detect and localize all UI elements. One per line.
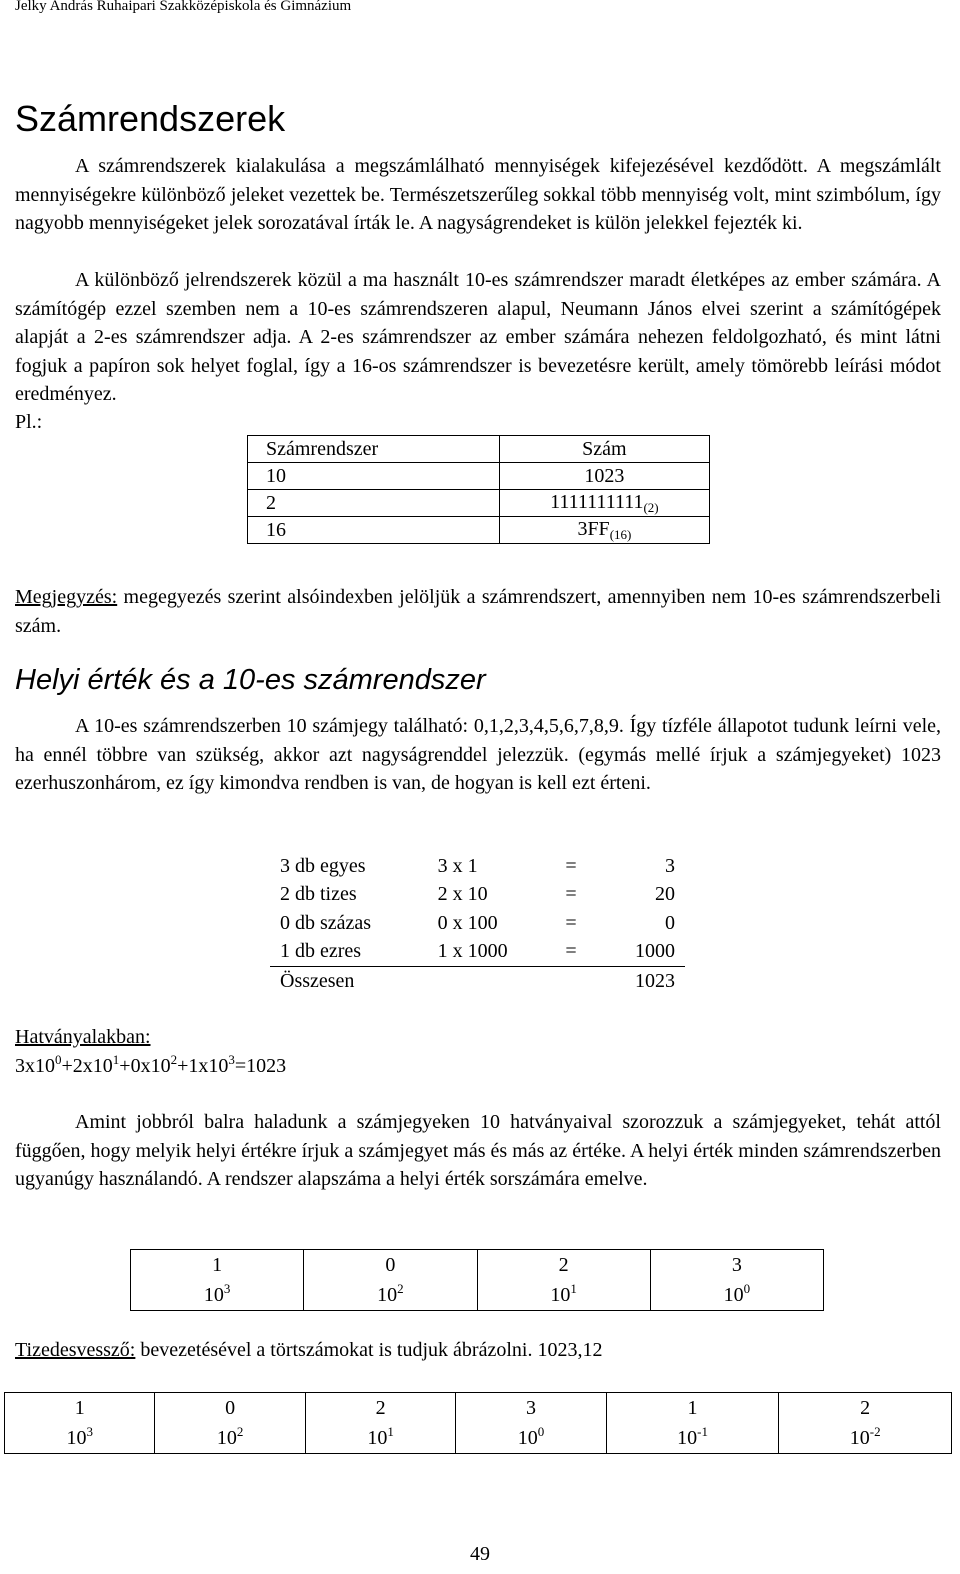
place-value-text: Amint jobbról balra haladunk a számjegyeken 10 hatványaival szorozzuk a számjegyeket, tehát attól függően, hogy melyik helyi értékre írjuk a számjegyet más és más az értéke. A helyi érték minden számrendszerben ugyanúgy használandó. A rendszer alapszáma a helyi érték sorszámára emelve. [15, 1111, 941, 1190]
power-form [15, 1023, 286, 1080]
example-label: Pl.: [15, 411, 43, 433]
total-label: Összesen [280, 969, 355, 992]
calc-row: 2 db tizes 2 x 10 = 20 [280, 883, 675, 906]
intro-paragraph-2 [15, 266, 941, 409]
running-header: Jelky András Ruhaipari Szakközépiskola és Gimnázium [15, 0, 352, 14]
total-value: 1023 [635, 969, 675, 992]
decimal-text: bevezetésével a törtszámokat is tudjuk ábrázolni. 1023,12 [135, 1339, 603, 1361]
cell-number: 1023 [499, 463, 709, 490]
calc-row: 1 db ezres 1 x 1000 = 1000 [270, 938, 685, 967]
page-title: Számrendszerek [15, 98, 286, 139]
intro-text-1: A számrendszerek kialakulása a megszámlálható mennyiségek kifejezésével kezdődött. A megszámlált mennyiségekre különböző jeleket vezettek be. Természetszerűleg sokkal több mennyiség volt, mint szimbólum, így nagyobb mennyiségeket jelek sorozatával írták le. A nagyságrendeket is külön jelekkel fejezték ki. [15, 155, 941, 234]
intro-paragraph-1 [15, 152, 941, 238]
note-text: megegyezés szerint alsóindexben jelöljük a számrendszert, amennyiben nem 10-es számrendszerbeli szám. [15, 586, 941, 637]
table-row [248, 463, 710, 490]
table-header-row [248, 436, 710, 463]
note-label: Megjegyzés: [15, 586, 118, 608]
digit-row: 1 0 2 3 1 2 [5, 1393, 952, 1424]
calculation-table [270, 852, 685, 996]
calc-total-row [270, 967, 685, 996]
base-table [247, 435, 710, 544]
header-base: Számrendszer [248, 436, 500, 463]
table-row [248, 517, 710, 544]
power-row: $10^3$ $10^2$ $10^1$ $10^0$ $10^{-1}$ $10^{-2}$ [5, 1423, 952, 1454]
calc-row: 3 db egyes 3 x 1 = 3 [280, 854, 675, 877]
cell-base: 2 [248, 490, 500, 517]
section-title: Helyi érték és a 10-es számrendszer [15, 664, 486, 696]
section2-text: A 10-es számrendszerben 10 számjegy található: 0,1,2,3,4,5,6,7,8,9. Így tízféle állapotot tudunk leírni vele, ha ennél többre van szükség, akkor azt nagyságrenddel jelezzük. (egymás mellé írjuk a számjegyeket) 1023 ezerhuszonhárom, ez így kimondva rendben is van, de hogyan is kell ezt érteni. [15, 715, 941, 794]
decimal-paragraph [15, 1336, 602, 1365]
note-paragraph [15, 583, 941, 640]
decimal-table [4, 1392, 952, 1454]
cell-base: 10 [248, 463, 500, 490]
section2-paragraph [15, 712, 941, 798]
cell-number: $3FF_{(16)}$ [499, 517, 709, 544]
calc-row: 0 db százas 0 x 100 = 0 [280, 911, 675, 934]
digit-row: 1 0 2 3 [131, 1250, 824, 1281]
place-value-table [130, 1249, 824, 1311]
cell-number: $1111111111_{(2)}$ [499, 490, 709, 517]
power-form-expression: $3x10^0+2x10^1+0x10^2+1x10^3=1023$ [15, 1051, 287, 1077]
cell-base: 16 [248, 517, 500, 544]
power-form-label: Hatványalakban: [15, 1026, 151, 1048]
header-number: Szám [499, 436, 709, 463]
decimal-label: Tizedesvessző: [15, 1339, 136, 1361]
power-row: $10^3$ $10^2$ $10^1$ $10^0$ [131, 1280, 824, 1311]
place-value-paragraph [15, 1108, 941, 1194]
page-number: 49 [470, 1543, 490, 1565]
table-row [248, 490, 710, 517]
intro-text-2: A különböző jelrendszerek közül a ma használt 10-es számrendszer maradt életképes az ember számára. A számítógép ezzel szemben nem a 10-es számrendszeren alapul, Neumann János elvei szerint a számítógépek alapját a 2-es számrendszer adja. A 2-es számrendszer az ember számára nehezen feldolgozható, és mint látni fogjuk a papíron sok helyet foglal, így a 16-os számrendszer is bevezetésre került, amely tömörebb leírási módot eredményez. [15, 269, 941, 405]
